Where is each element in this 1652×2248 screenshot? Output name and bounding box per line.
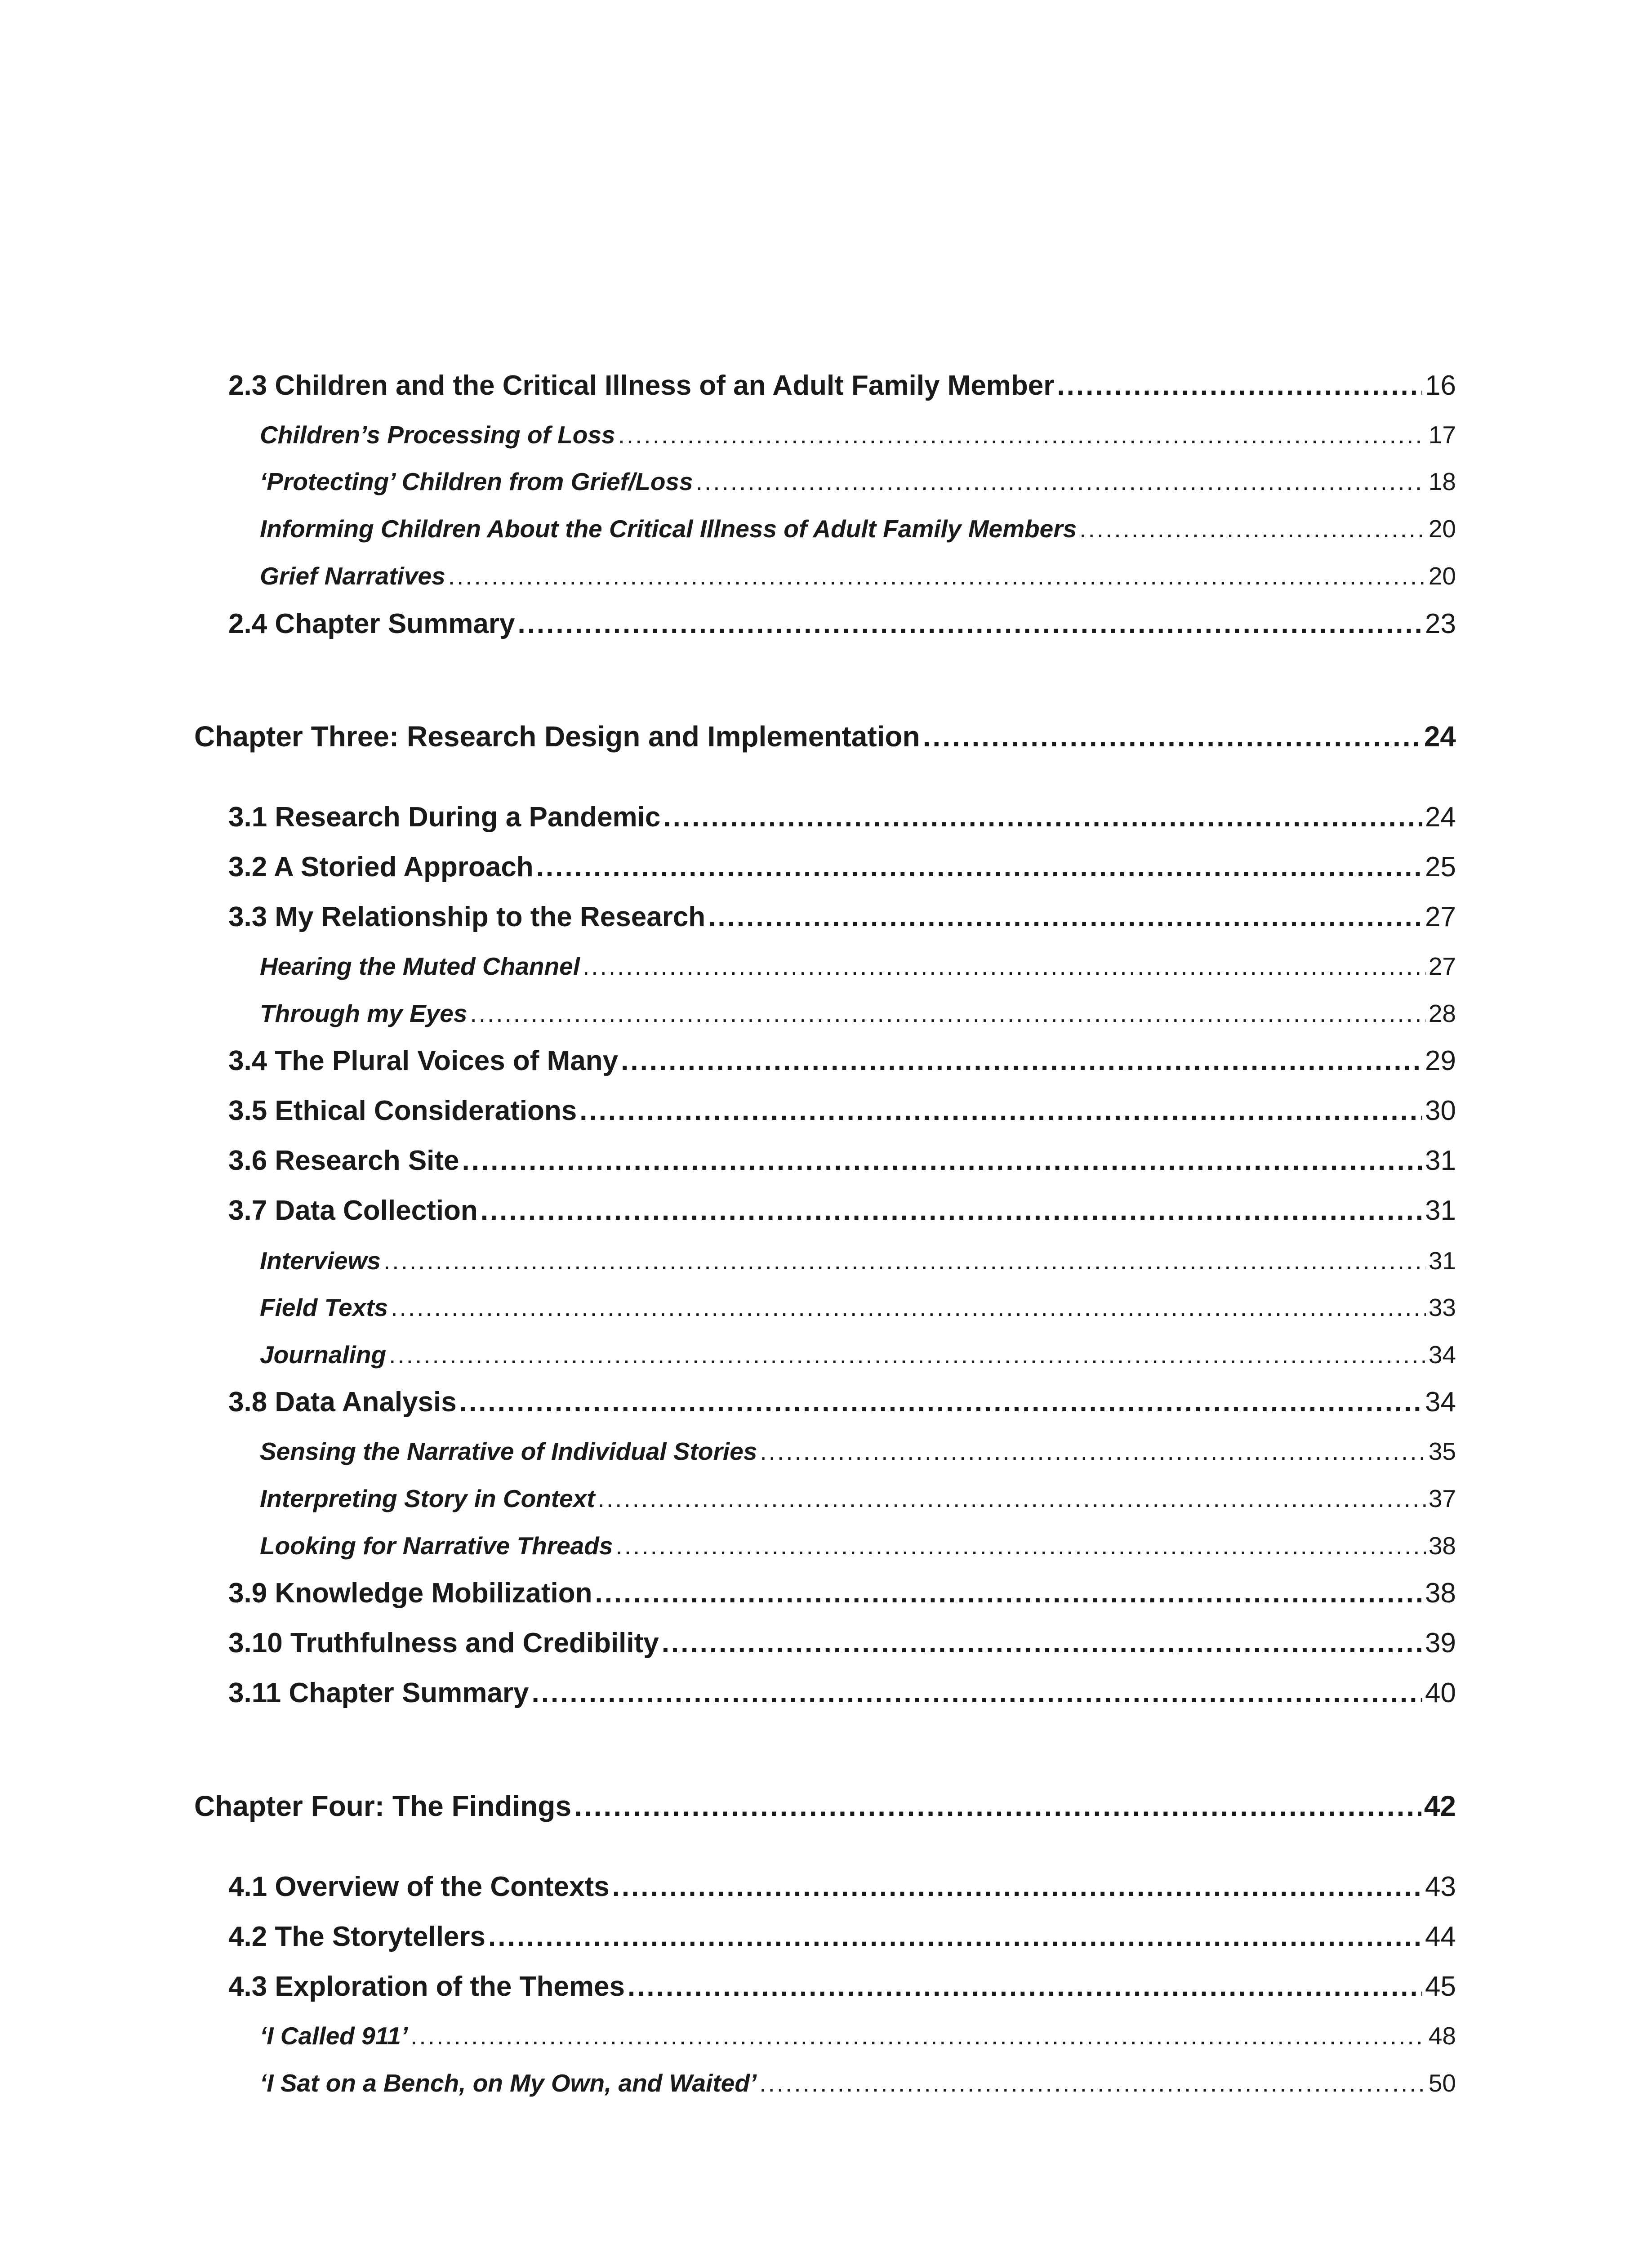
dot-leader <box>621 1045 1422 1077</box>
toc-entry-title: 3.8 Data Analysis <box>228 1387 457 1418</box>
toc-entry-title: 3.4 The Plural Voices of Many <box>228 1045 619 1076</box>
toc-entry-title: 3.9 Knowledge Mobilization <box>228 1578 592 1609</box>
toc-subentry-title: Through my Eyes <box>260 999 468 1027</box>
toc-subentry-title: ‘Protecting’ Children from Grief/Loss <box>260 468 693 495</box>
toc-page-number: 31 <box>1425 1195 1456 1226</box>
toc-subentry-title: Looking for Narrative Threads <box>260 1532 613 1560</box>
toc-subentry <box>260 2021 1456 2050</box>
toc-chapter <box>194 720 1456 753</box>
toc-subentry-title: Children’s Processing of Loss <box>260 421 615 449</box>
toc-entry-title: 4.1 Overview of the Contexts <box>228 1871 610 1902</box>
dot-leader <box>488 1921 1422 1953</box>
toc-page-number: 31 <box>1428 1247 1456 1275</box>
dot-leader <box>760 1437 1425 1466</box>
toc-page-number: 16 <box>1425 370 1456 401</box>
toc-subentry-title: ‘I Sat on a Bench, on My Own, and Waited’ <box>260 2069 757 2097</box>
toc-subentry-title: Interviews <box>260 1247 381 1275</box>
toc-entry <box>228 1386 1456 1418</box>
dot-leader <box>459 1386 1422 1418</box>
toc-chapter-title: Chapter Three: Research Design and Implementation <box>194 720 920 753</box>
toc-page-number: 34 <box>1428 1341 1456 1369</box>
toc-entry <box>228 1195 1456 1227</box>
toc-chapter <box>194 1789 1456 1823</box>
toc-entry-title: 3.5 Ethical Considerations <box>228 1095 577 1126</box>
toc-subentry <box>260 1293 1456 1322</box>
dot-leader <box>615 1531 1425 1560</box>
toc-page-number: 31 <box>1425 1145 1456 1176</box>
toc-page-number: 29 <box>1425 1045 1456 1076</box>
toc-subentry-title: ‘I Called 911’ <box>260 2022 408 2050</box>
toc-entry <box>228 1095 1456 1127</box>
toc-entry <box>228 1921 1456 1953</box>
dot-leader <box>481 1195 1422 1227</box>
toc-subentry <box>260 999 1456 1028</box>
toc-entry-title: 3.11 Chapter Summary <box>228 1677 529 1708</box>
toc-entry-title: 3.6 Research Site <box>228 1145 459 1176</box>
toc-page-number: 20 <box>1428 515 1456 543</box>
toc-entry <box>228 1577 1456 1609</box>
toc-page-number: 39 <box>1425 1628 1456 1659</box>
toc-entry <box>228 901 1456 933</box>
dot-leader <box>389 1340 1426 1369</box>
dot-leader <box>595 1577 1422 1609</box>
toc-page-number: 24 <box>1424 720 1456 753</box>
toc-page-number: 30 <box>1425 1095 1456 1126</box>
toc-page-number: 35 <box>1428 1437 1456 1465</box>
toc-page-number: 18 <box>1428 468 1456 495</box>
toc-page-number: 43 <box>1425 1871 1456 1902</box>
toc-entry-title: 2.3 Children and the Critical Illness of an Adult Family Member <box>228 370 1055 401</box>
dot-leader <box>708 901 1422 933</box>
toc-page-number: 23 <box>1425 608 1456 639</box>
toc-page-number: 34 <box>1425 1387 1456 1418</box>
toc-entry <box>228 851 1456 883</box>
toc-subentry <box>260 562 1456 590</box>
toc-entry-title: 2.4 Chapter Summary <box>228 608 515 639</box>
toc-subentry-title: Interpreting Story in Context <box>260 1485 595 1512</box>
toc-subentry <box>260 514 1456 543</box>
dot-leader <box>462 1145 1423 1177</box>
toc-page-number: 48 <box>1428 2022 1456 2050</box>
dot-leader <box>662 1627 1422 1659</box>
toc-page-number: 33 <box>1428 1293 1456 1321</box>
dot-leader <box>696 467 1426 496</box>
dot-leader <box>618 420 1426 449</box>
toc-page-number: 17 <box>1428 421 1456 449</box>
toc-subentry-title: Sensing the Narrative of Individual Stories <box>260 1437 757 1465</box>
toc-subentry <box>260 1246 1456 1275</box>
dot-leader <box>579 1095 1422 1127</box>
toc-entry <box>228 1145 1456 1177</box>
dot-leader <box>628 1971 1422 2003</box>
toc-page-number: 38 <box>1425 1578 1456 1609</box>
toc-entry <box>228 801 1456 833</box>
toc-page-number: 27 <box>1425 901 1456 932</box>
dot-leader <box>663 801 1422 833</box>
toc-page-number: 28 <box>1428 999 1456 1027</box>
dot-leader <box>470 999 1425 1028</box>
toc-subentry <box>260 1484 1456 1513</box>
toc-page-number: 42 <box>1424 1790 1456 1822</box>
toc-entry-title: 3.7 Data Collection <box>228 1195 478 1226</box>
toc-page-number: 44 <box>1425 1921 1456 1952</box>
toc-subentry <box>260 1531 1456 1560</box>
toc-entry-title: 4.2 The Storytellers <box>228 1921 486 1952</box>
toc-page-number: 24 <box>1425 802 1456 833</box>
toc-subentry-title: Hearing the Muted Channel <box>260 952 580 980</box>
toc-subentry-title: Grief Narratives <box>260 562 445 590</box>
toc-page-number: 50 <box>1428 2069 1456 2097</box>
toc-subentry <box>260 420 1456 449</box>
toc-page-number: 25 <box>1425 852 1456 883</box>
toc-entry <box>228 370 1456 401</box>
toc-subentry-title: Journaling <box>260 1341 387 1369</box>
toc-page-number: 38 <box>1428 1532 1456 1560</box>
dot-leader <box>410 2021 1426 2050</box>
toc-page-number: 20 <box>1428 562 1456 590</box>
toc-subentry <box>260 467 1456 496</box>
dot-leader <box>391 1293 1426 1322</box>
toc-subentry <box>260 952 1456 981</box>
toc-subentry <box>260 1340 1456 1369</box>
dot-leader <box>536 851 1422 883</box>
toc-entry <box>228 1627 1456 1659</box>
toc-subentry-title: Informing Children About the Critical Illness of Adult Family Members <box>260 515 1077 543</box>
toc-page-number: 45 <box>1425 1971 1456 2002</box>
toc-entry-title: 3.10 Truthfulness and Credibility <box>228 1628 659 1659</box>
toc-entry <box>228 1971 1456 2003</box>
toc-page-number: 37 <box>1428 1485 1456 1512</box>
dot-leader <box>1079 514 1426 543</box>
dot-leader <box>532 1677 1423 1709</box>
dot-leader <box>598 1484 1426 1513</box>
toc-chapter-title: Chapter Four: The Findings <box>194 1790 572 1822</box>
dot-leader <box>1057 370 1422 401</box>
dot-leader <box>383 1246 1426 1275</box>
dot-leader <box>517 608 1422 640</box>
toc-entry-title: 4.3 Exploration of the Themes <box>228 1971 625 2002</box>
toc-entry <box>228 1871 1456 1903</box>
dot-leader <box>923 720 1421 753</box>
dot-leader <box>574 1789 1421 1823</box>
toc-page-number: 40 <box>1425 1677 1456 1708</box>
toc-entry <box>228 1045 1456 1077</box>
dot-leader <box>583 952 1426 981</box>
toc-page-number: 27 <box>1428 952 1456 980</box>
dot-leader <box>612 1871 1422 1903</box>
dot-leader <box>448 562 1426 590</box>
toc-entry-title: 3.3 My Relationship to the Research <box>228 901 706 932</box>
toc-subentry <box>260 2069 1456 2097</box>
toc-entry <box>228 608 1456 640</box>
toc-subentry <box>260 1437 1456 1466</box>
toc-entry-title: 3.2 A Storied Approach <box>228 852 534 883</box>
toc-entry <box>228 1677 1456 1709</box>
toc-subentry-title: Field Texts <box>260 1293 388 1321</box>
toc-entry-title: 3.1 Research During a Pandemic <box>228 802 661 833</box>
dot-leader <box>759 2069 1426 2097</box>
